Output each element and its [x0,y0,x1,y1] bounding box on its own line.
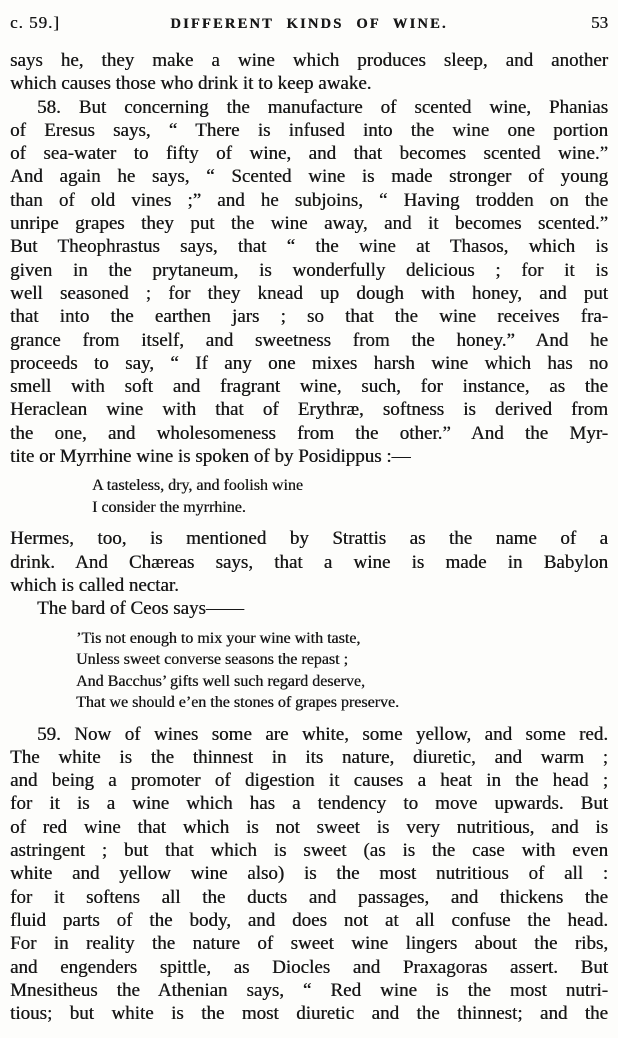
text-line: proceeds to say, “ If any one mixes harsh wine which has no [10,352,608,374]
text-line: 58. But concerning the manufacture of scented wine, Phanias [37,96,608,118]
text-line: tious; but white is the most diuretic and the thinnest; and the [10,1003,608,1025]
text-line: for it softens all the ducts and passages, and thickens the [10,886,608,908]
paragraph [10,527,608,597]
text-line: fluid parts of the body, and does not at all confuse the head. [10,909,608,931]
text-line: that into the earthen jars ; so that the wine receives fra- [10,306,608,328]
page-number: 53 [591,13,608,32]
text-line: The bard of Ceos says—— [37,598,244,620]
text-line: of red wine that which is not sweet is very nutritious, and is [10,816,608,838]
text-line: 59. Now of wines some are white, some yellow, and some red. [37,723,608,745]
text-line: well seasoned ; for they knead up dough with honey, and put [10,282,608,304]
verse-block [10,475,608,518]
verse-line: ’Tis not enough to mix your wine with taste, [76,629,361,647]
text-line: unripe grapes they put the wine away, and it becomes scented.” [10,213,608,235]
verse-line: I consider the myrrhine. [92,498,246,516]
text-line: grance from itself, and sweetness from the honey.” And he [10,329,608,351]
text-line: tite or Myrrhine wine is spoken of by Posidippus :— [10,446,411,468]
verse-line: That we should e’en the stones of grapes preserve. [76,694,399,712]
text-line: which is called nectar. [10,574,179,596]
paragraph [10,96,608,469]
verse-line: And Bacchus’ gifts well such regard deserve, [76,672,365,690]
text-line: than of old vines ;” and he subjoins, “ Having trodden on the [10,189,608,211]
text-line: the one, and wholesomeness from the other.” And the Myr- [10,422,608,444]
text-line: For in reality the nature of sweet wine lingers about the ribs, [10,933,608,955]
text-line: But Theophrastus says, that “ the wine at Thasos, which is [10,236,608,258]
page-body [10,49,608,1025]
text-line: given in the prytaneum, is wonderfully delicious ; for it is [10,259,608,281]
text-line: The white is the thinnest in its nature, diuretic, and warm ; [10,746,608,768]
text-line: and being a promoter of digestion it causes a heat in the head ; [10,770,608,792]
paragraph [10,49,608,96]
text-line: Hermes, too, is mentioned by Strattis as the name of a [10,528,608,550]
text-line: and engenders spittle, as Diocles and Praxagoras assert. But [10,956,608,978]
text-line: of Eresus says, “ There is infused into the wine one portion [10,119,608,141]
chapter-marker: c. 59.] [10,13,60,32]
text-line: which causes those who drink it to keep awake. [10,73,372,95]
verse-line: A tasteless, dry, and foolish wine [92,477,303,495]
text-line: white and yellow wine also) is the most nutritious of all : [10,863,608,885]
verse-line: Unless sweet converse seasons the repast ; [76,651,348,669]
text-line: smell with soft and fragrant wine, such, for instance, as the [10,376,608,398]
text-line: drink. And Chæreas says, that a wine is made in Babylon [10,551,608,573]
text-line: And again he says, “ Scented wine is made stronger of young [10,166,608,188]
verse-block [10,628,608,714]
page-header [10,13,608,33]
paragraph [10,597,608,620]
text-line: says he, they make a wine which produces sleep, and another [10,50,608,71]
paragraph [10,723,608,1026]
text-line: Mnesitheus the Athenian says, “ Red wine is the most nutri- [10,979,608,1001]
text-line: of sea-water to fifty of wine, and that becomes scented wine.” [10,143,608,165]
text-line: for it is a wine which has a tendency to move upwards. But [10,793,608,815]
text-line: astringent ; but that which is sweet (as is the case with even [10,840,608,862]
text-line: Heraclean wine with that of Erythræ, softness is derived from [10,399,608,421]
running-title: DIFFERENT KINDS OF WINE. [170,16,448,32]
